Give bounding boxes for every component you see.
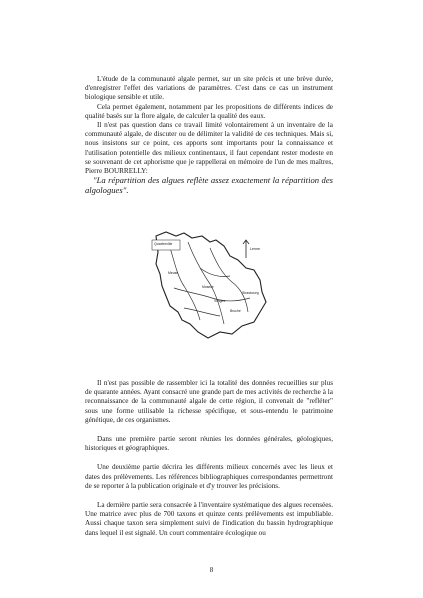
map-label: Lenne bbox=[250, 247, 260, 251]
paragraph: L'étude de la communauté algale permet, sur un site précis et une brève durée, d'enregistrer l'effet des variations de paramètres. C'est dans ce cas un instrument biologique sensible et utile. bbox=[85, 75, 333, 102]
bourrelly-quote: "La répartition des algues reflète assez exactement la répartition des algologues". bbox=[85, 175, 333, 195]
body-text bbox=[85, 379, 333, 538]
intro-text bbox=[85, 75, 333, 195]
paragraph: La dernière partie sera consacrée à l'inventaire systématique des algues recensées. Une matrice avec plus de 700 taxons et quinze cents prélèvements est impubliable. Aussi chaque taxon sera simplement suivi de l'indication du bassin hydrographique dans lequel il est signalé. Un court commentaire écologique ou bbox=[85, 501, 333, 537]
map-label: Quarterville bbox=[154, 242, 173, 246]
map-label: Moselle bbox=[202, 285, 214, 289]
page-number: 8 bbox=[209, 566, 214, 574]
paragraph: Il n'est pas question dans ce travail limité volontairement à un inventaire de la communauté algale, de discuter ou de délimiter la validité de ces techniques. Mais si, nous insistons sur ce point, ces apports sont importants pour la connaissance et l'utilisation potentielle des milieux continentaux, il faut cependant rester modeste en se souvenant de cet aphorisme que je rappellerai en mémoire de l'un de mes maîtres, Pierre BOURRELLY: bbox=[85, 121, 333, 176]
region-map bbox=[150, 228, 278, 342]
river-line bbox=[188, 242, 224, 324]
paragraph: Dans une première partie seront réunies les données générales, géologiques, historiques et géographiques. bbox=[85, 435, 333, 453]
river-line bbox=[184, 308, 220, 316]
river-line bbox=[174, 288, 250, 301]
north-arrow-icon bbox=[243, 240, 249, 258]
paragraph: Une deuxième partie décrira les différents milieux concernés avec les lieux et dates des prélèvements. Les références bibliographiques correspondantes permettront de se reporter à la publication originale et d'y trouver les précisions. bbox=[85, 463, 333, 490]
map-label: Strasbourg bbox=[242, 291, 259, 295]
map-label: Vosges bbox=[214, 299, 226, 303]
map-label: Bruche bbox=[230, 309, 241, 313]
paragraph: Il n'est pas possible de rassembler ici la totalité des données recueillies sur plus de quarante années. Ayant consacré une grande part de mes activités de recherche à la reconnaissance de la communauté algale de cette région, il convenait de "refléter" sous une forme utilisable la richesse spécifique, et sous-entendu le patrimoine génétique, de ces organismes. bbox=[85, 379, 333, 424]
map-label: Meuse bbox=[168, 271, 179, 275]
paragraph: Cela permet également, notamment par les propositions de différents indices de qualité basés sur la flore algale, de calculer la qualité des eaux. bbox=[85, 102, 333, 120]
